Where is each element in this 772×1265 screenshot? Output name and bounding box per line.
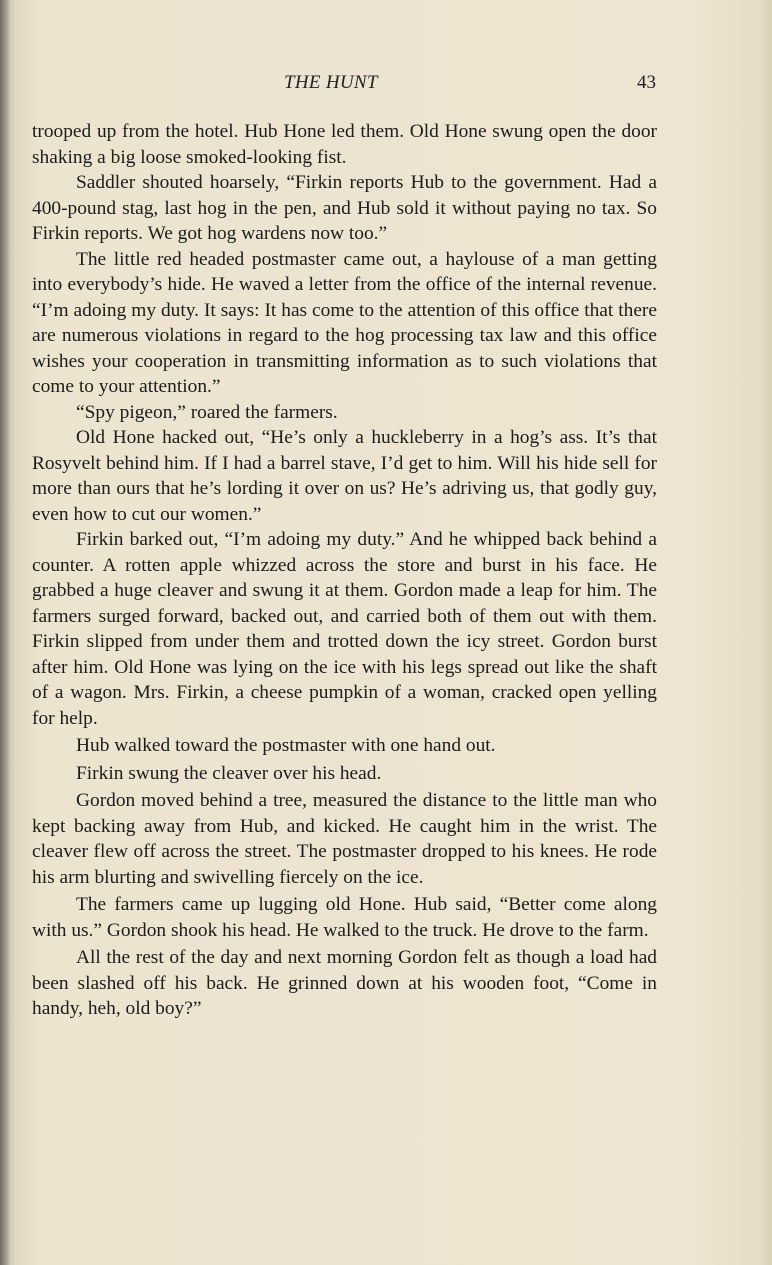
paragraph: Firkin swung the cleaver over his head. [76,762,382,784]
paragraph: The farmers came up lugging old Hone. Hub said, “Better come along with us.” Gordon shook his head. He walked to the truck. He drove to the farm. [32,894,657,941]
paragraph: Old Hone hacked out, “He’s only a huckleberry in a hog’s ass. It’s that Rosyvelt behind him. If I had a barrel stave, I’d get to him. Will his hide sell for more than ours that he’s lording it over on us? He’s adriving us, that godly guy, even how to cut our women.” [32,427,657,525]
page-number: 43 [637,72,656,93]
paragraph: Gordon moved behind a tree, measured the distance to the little man who kept backing away from Hub, and kicked. He caught him in the wrist. The cleaver flew off across the street. The postmaster dropped to his knees. He rode his arm blurting and swivelling fiercely on the ice. [32,790,657,888]
paragraph: trooped up from the hotel. Hub Hone led them. Old Hone swung open the door shaking a big loose smoked-looking fist. [32,121,657,168]
paragraph: “Spy pigeon,” roared the farmers. [76,401,338,423]
paragraph: Saddler shouted hoarsely, “Firkin reports Hub to the government. Had a 400-pound stag, last hog in the pen, and Hub sold it without paying no tax. So Firkin reports. We got hog wardens now too.” [32,172,657,244]
body-text [32,119,657,1022]
running-head [0,72,772,102]
paragraph: Hub walked toward the postmaster with one hand out. [76,735,496,756]
binding-shadow [0,0,10,1265]
paragraph: The little red headed postmaster came out, a haylouse of a man getting into everybody’s hide. He waved a letter from the office of the internal revenue. “I’m adoing my duty. It says: It has come to the attention of this office that there are numerous violations in regard to the hog processing tax law and this office wishes your cooperation in transmitting information as to such violations that come to your attention.” [32,248,657,397]
paragraph: Firkin barked out, “I’m adoing my duty.” And he whipped back behind a counter. A rotten apple whizzed across the store and burst in his face. He grabbed a huge cleaver and swung it at them. Gordon made a leap for him. The farmers surged forward, backed out, and carried both of them out with them. Firkin slipped from under them and trotted down the icy street. Gordon burst after him. Old Hone was lying on the ice with his legs spread out like the shaft of a wagon. Mrs. Firkin, a cheese pumpkin of a woman, cracked open yelling for help. [32,529,657,729]
chapter-title: THE HUNT [284,72,378,93]
paragraph: All the rest of the day and next morning Gordon felt as though a load had been slashed off his back. He grinned down at his wooden foot, “Come in handy, heh, old boy?” [32,947,657,1019]
